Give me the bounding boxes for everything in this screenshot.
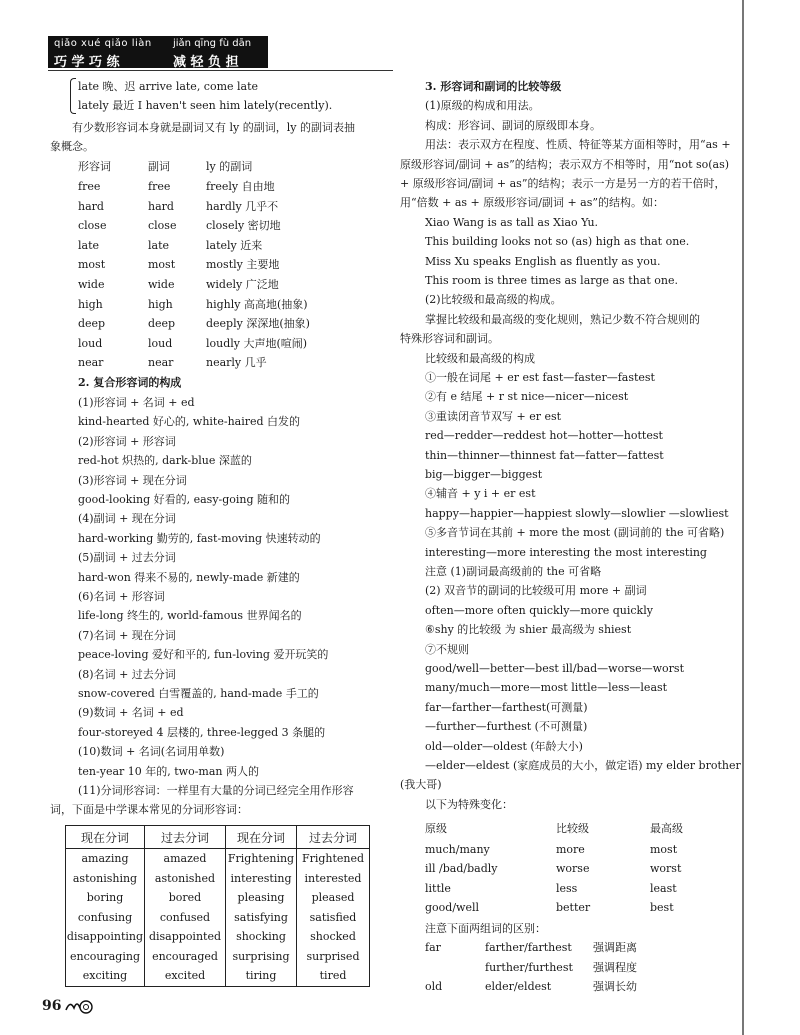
comparison-line: 以下为特殊变化： [425, 797, 513, 811]
comparison-line: 掌握比较级和最高级的变化规则，熟记少数不符合规则的 [425, 312, 700, 326]
pair-cell: 强调距离 [593, 941, 637, 954]
compound-line: four-storeyed 4 层楼的, three-legged 3 条腿的 [78, 725, 326, 739]
page-number: 96 [42, 998, 62, 1014]
late-line-1: late 晚、迟 arrive late, come late [78, 80, 259, 93]
special-cell: good/well [425, 901, 479, 915]
special-cell: least [650, 881, 677, 895]
compound-line: (2)形容词 + 形容词 [78, 434, 176, 448]
comparison-line: This room is three times as large as that one. [425, 274, 678, 287]
table-cell: confusing [66, 908, 145, 928]
comparison-line: 3. 形容词和副词的比较等级 [425, 80, 562, 93]
comparison-line: ②有 e 结尾 + r st nice—nicer—nicest [425, 390, 629, 404]
comparison-line: 特殊形容词和副词。 [400, 332, 499, 346]
adverb-cell: deep [78, 317, 106, 331]
adverb-cell: wide [78, 278, 105, 291]
pair-cell: further/furthest [485, 960, 573, 974]
comparison-line: big—bigger—biggest [425, 468, 543, 481]
adverb-cell: widely 广泛地 [206, 278, 279, 291]
compound-line: good-looking 好看的, easy-going 随和的 [78, 493, 291, 506]
adverb-cell: deep [148, 317, 176, 331]
comparison-line: (2) 双音节的副词的比较级可用 more + 副词 [425, 584, 647, 598]
header-pinyin-2: jiǎn qīng fù dān [173, 38, 252, 49]
comparison-line: —elder—eldest (家庭成员的大小，做定语) my elder brother [425, 759, 741, 772]
adverb-cell: near [148, 356, 174, 370]
compound-line: (1)形容词 + 名词 + ed [78, 396, 195, 409]
comparison-line: happy—happier—happiest slowly—slowlier —slowliest [425, 506, 729, 520]
comparison-line: 注意 (1)副词最高级前的 the 可省略 [425, 565, 602, 578]
compound-line: kind-hearted 好心的, white-haired 白发的 [78, 415, 301, 429]
table-cell: interesting [226, 869, 297, 889]
adverb-cell: mostly 主要地 [206, 258, 280, 272]
comparison-line: thin—thinner—thinnest fat—fatter—fattest [425, 448, 664, 462]
compound-line: (3)形容词 + 现在分词 [78, 473, 187, 487]
compound-line: (11)分词形容词：一样里有大量的分词已经完全用作形容 [78, 784, 354, 797]
compound-line: (6)名词 + 形容词 [78, 590, 165, 603]
adverb-cell: close [78, 219, 107, 233]
adverb-cell: hard [78, 199, 104, 213]
book-logo-icon [64, 996, 94, 1016]
table-cell: interested [297, 869, 370, 889]
adverb-cell: hard [148, 199, 174, 213]
special-cell: worse [556, 862, 590, 876]
header-pinyin-1: qiǎo xué qiǎo liàn [54, 38, 152, 49]
special-header-cell: 比较级 [556, 822, 589, 835]
table-cell: encouraging [66, 947, 145, 967]
table-cell: exciting [66, 966, 145, 986]
table-row [66, 927, 370, 947]
adverb-cell: free [78, 180, 101, 193]
note-line: 注意下面两组词的区别： [425, 922, 546, 935]
table-cell: astonished [145, 869, 226, 889]
section-header [48, 36, 268, 68]
comparison-line: interesting—more interesting the most interesting [425, 545, 707, 559]
comparison-line: (1)原级的构成和用法。 [425, 99, 540, 113]
comparison-line: This building looks not so (as) high as that one. [425, 235, 690, 249]
table-row [66, 947, 370, 967]
table-row [66, 966, 370, 986]
comparison-line: + 原级形容词/副词 + as”的结构；表示一方是另一方的若干倍时， [400, 177, 726, 190]
pair-cell: elder/eldest [485, 980, 552, 994]
comparison-line: ③重读闭音节双写 + er est [425, 409, 562, 423]
pair-cell: 强调程度 [593, 960, 637, 974]
table-cell: confused [145, 908, 226, 928]
adverb-cell: highly 高高地(抽象) [206, 297, 308, 311]
adverb-cell: high [148, 297, 173, 311]
pair-cell: farther/farthest [485, 941, 572, 954]
table-header-cell: 过去分词 [145, 826, 226, 849]
compound-line: 词，下面是中学课本常见的分词形容词： [50, 803, 248, 817]
compound-line: (9)数词 + 名词 + ed [78, 706, 184, 720]
table-header-cell: 现在分词 [226, 826, 297, 849]
compound-line: hard-working 勤劳的, fast-moving 快速转动的 [78, 531, 321, 545]
late-line-2: lately 最近 I haven't seen him lately(recently). [78, 99, 333, 112]
comparison-line: 比较级和最高级的构成 [425, 351, 535, 365]
table-cell: disappointed [145, 927, 226, 947]
participle-table [65, 825, 370, 987]
table-cell: encouraged [145, 947, 226, 967]
comparison-line: 用法：表示双方在程度、性质、特征等某方面相等时，用“as + [425, 138, 731, 152]
table-header-cell: 过去分词 [297, 826, 370, 849]
adverb-cell: most [78, 258, 106, 272]
compound-line: life-long 终生的, world-famous 世界闻名的 [78, 609, 302, 623]
comparison-line: —further—furthest (不可测量) [425, 720, 588, 734]
compound-line: (8)名词 + 过去分词 [78, 667, 176, 681]
comparison-line: Miss Xu speaks English as fluently as you. [425, 254, 661, 268]
table-cell: boring [66, 888, 145, 908]
comparison-line: red—redder—reddest hot—hotter—hottest [425, 429, 663, 443]
adverb-cell: loudly 大声地(喧闹) [206, 336, 308, 350]
table-cell: tired [297, 966, 370, 986]
pair-cell: old [425, 980, 443, 994]
comparison-line: 构成：形容词、副词的原级即本身。 [425, 118, 601, 132]
compound-line: snow-covered 白雪覆盖的, hand-made 手工的 [78, 687, 319, 700]
comparison-line: often—more often quickly—more quickly [425, 603, 653, 617]
pair-cell: 强调长幼 [593, 980, 637, 994]
adverb-cell: closely 密切地 [206, 219, 281, 233]
compound-line: (10)数词 + 名词(名词用单数) [78, 745, 225, 759]
table-cell: Frightening [226, 849, 297, 869]
table-cell: astonishing [66, 869, 145, 889]
table-cell: pleasing [226, 888, 297, 908]
special-cell: more [556, 843, 585, 856]
special-cell: less [556, 881, 578, 895]
table-cell: disappointing [66, 927, 145, 947]
special-cell: much/many [425, 843, 490, 856]
adverb-header-cell: 形容词 [78, 160, 111, 173]
special-header-cell: 原级 [425, 822, 447, 835]
table-row [66, 888, 370, 908]
comparison-line: 原级形容词/副词 + as”的结构；表示双方不相等时，用“not so(as) [400, 157, 730, 171]
special-header-cell: 最高级 [650, 822, 683, 835]
comparison-line: 用“倍数 + as + 原级形容词/副词 + as”的结构。如： [400, 196, 664, 210]
compound-line: ten-year 10 年的, two-man 两人的 [78, 764, 260, 778]
adverb-cell: nearly 几乎 [206, 356, 267, 370]
pair-cell: far [425, 941, 441, 954]
section-title: 2. 复合形容词的构成 [78, 376, 182, 389]
comparison-line: ⑦不规则 [425, 642, 469, 656]
special-cell: most [650, 843, 678, 856]
special-cell: best [650, 901, 674, 915]
compound-line: hard-won 得来不易的, newly-made 新建的 [78, 570, 300, 584]
comparison-line: many/much—more—most little—less—least [425, 681, 668, 695]
compound-line: (7)名词 + 现在分词 [78, 628, 176, 642]
table-cell: tiring [226, 966, 297, 986]
adverb-cell: deeply 深深地(抽象) [206, 317, 310, 331]
adverb-cell: lately 近来 [206, 238, 263, 252]
adverb-cell: late [148, 238, 170, 252]
compound-line: red-hot 炽热的, dark-blue 深蓝的 [78, 454, 252, 468]
adverb-header-cell: 副词 [148, 160, 170, 173]
table-cell: surprised [297, 947, 370, 967]
adverb-cell: late [78, 238, 100, 252]
brace-mark [70, 78, 76, 114]
special-cell: little [425, 881, 451, 895]
table-row [66, 908, 370, 928]
intro-line-2: 象概念。 [50, 140, 94, 153]
table-cell: surprising [226, 947, 297, 967]
header-title-1: 巧 学 巧 练 [54, 55, 120, 70]
compound-line: (5)副词 + 过去分词 [78, 551, 176, 565]
intro-line-1: 有少数形容词本身就是副词又有 ly 的副词，ly 的副词表抽 [72, 121, 355, 134]
special-cell: ill /bad/badly [425, 862, 498, 876]
adverb-cell: free [148, 180, 171, 193]
adverb-cell: wide [148, 278, 175, 291]
special-cell: better [556, 901, 591, 915]
adverb-cell: loud [78, 336, 103, 350]
adverb-cell: hardly 几乎不 [206, 199, 279, 213]
table-cell: amazed [145, 849, 226, 869]
comparison-line: old—older—oldest (年龄大小) [425, 739, 583, 753]
table-cell: excited [145, 966, 226, 986]
table-row [66, 849, 370, 869]
header-title-2: 减 轻 负 担 [173, 55, 239, 70]
adverb-cell: near [78, 356, 104, 370]
table-cell: pleased [297, 888, 370, 908]
table-cell: shocked [297, 927, 370, 947]
table-header-cell: 现在分词 [66, 826, 145, 849]
adverb-cell: loud [148, 336, 173, 350]
comparison-line: (2)比较级和最高级的构成。 [425, 293, 562, 307]
special-cell: worst [650, 862, 682, 876]
table-cell: bored [145, 888, 226, 908]
table-cell: satisfied [297, 908, 370, 928]
comparison-line: ①一般在词尾 + er est fast—faster—fastest [425, 371, 655, 384]
comparison-line: good/well—better—best ill/bad—worse—worst [425, 662, 684, 675]
comparison-line: ⑤多音节词在其前 + more the most (副词前的 the 可省略) [425, 526, 725, 540]
comparison-line: ④辅音 + y i + er est [425, 487, 536, 501]
comparison-line: Xiao Wang is as tall as Xiao Yu. [425, 215, 599, 229]
comparison-line: far—farther—farthest(可测量) [425, 700, 588, 714]
comparison-line: ⑥shy 的比较级 为 shier 最高级为 shiest [425, 623, 632, 637]
page-edge-shadow [742, 0, 744, 1035]
adverb-cell: high [78, 297, 103, 311]
compound-line: peace-loving 爱好和平的, fun-loving 爱开玩笑的 [78, 648, 329, 662]
adverb-cell: close [148, 219, 177, 233]
table-cell: satisfying [226, 908, 297, 928]
table-cell: amazing [66, 849, 145, 869]
table-row [66, 869, 370, 889]
adverb-cell: freely 自由地 [206, 180, 275, 193]
adverb-cell: most [148, 258, 176, 272]
table-cell: shocking [226, 927, 297, 947]
table-cell: Frightened [297, 849, 370, 869]
adverb-header-cell: ly 的副词 [206, 160, 253, 173]
compound-line: (4)副词 + 现在分词 [78, 512, 176, 526]
header-rule [48, 70, 393, 71]
comparison-line: (我大哥) [400, 778, 442, 792]
